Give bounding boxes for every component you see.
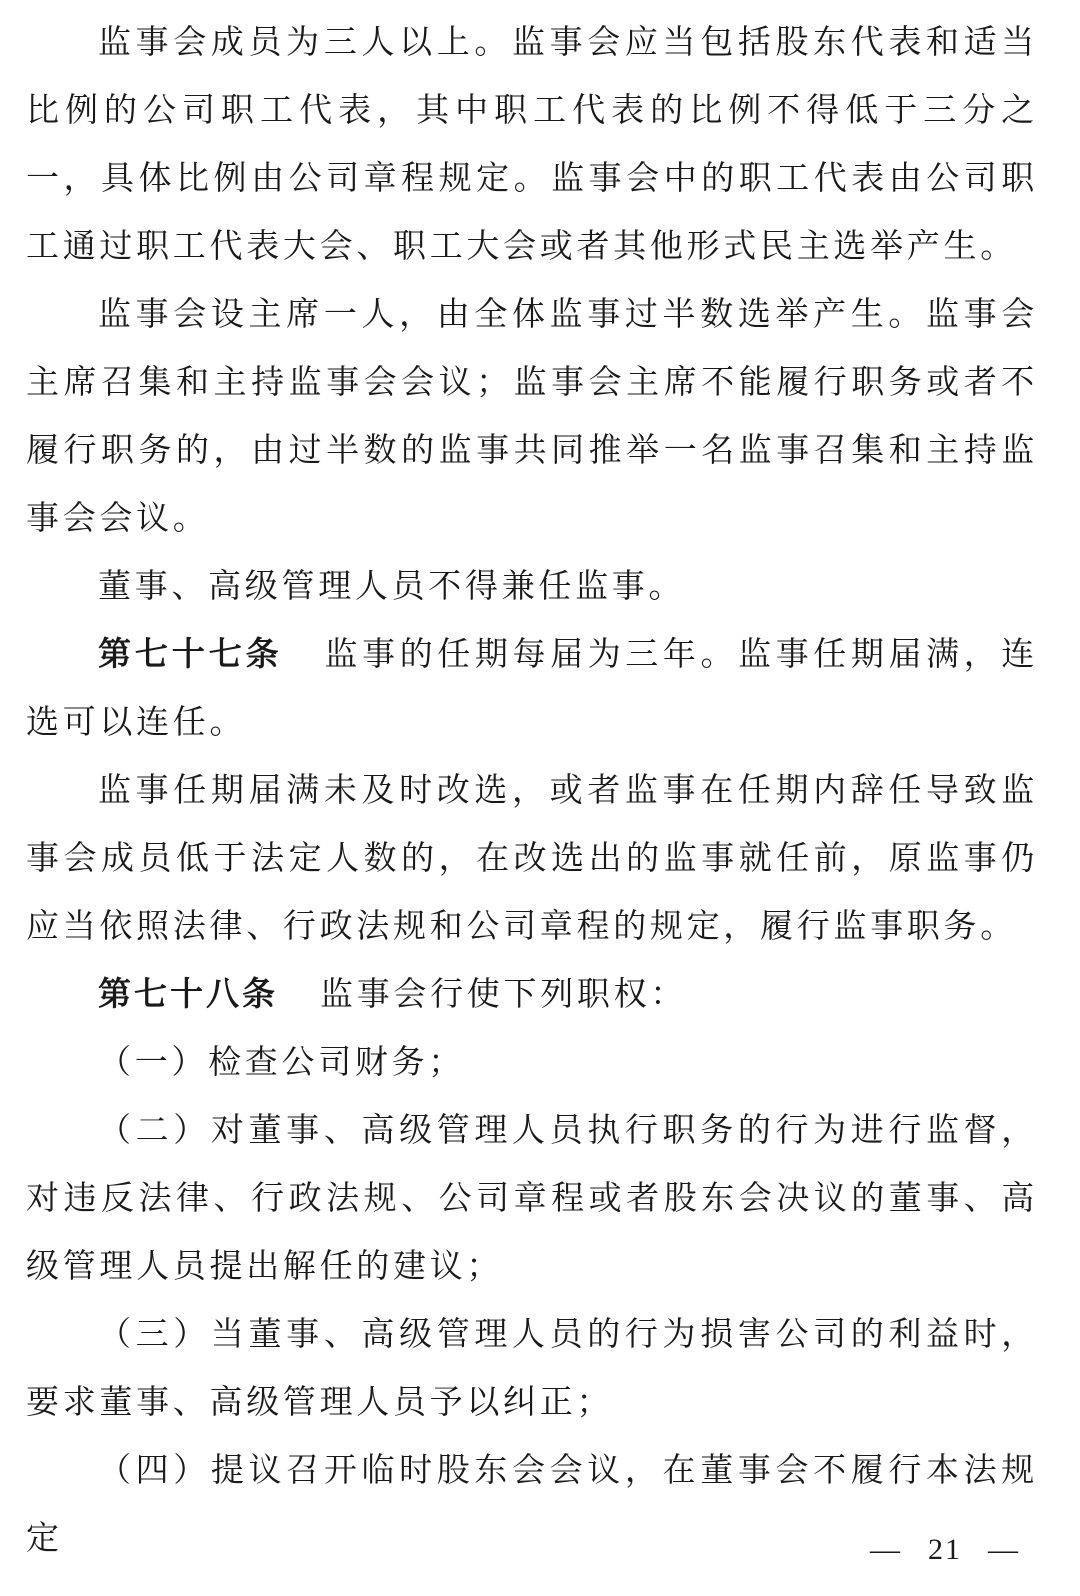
item-3 xyxy=(26,1300,1038,1436)
page-number: 21 xyxy=(928,1533,962,1566)
paragraph-3 xyxy=(26,552,1038,620)
document-page xyxy=(26,0,1038,1572)
article-77-paragraph xyxy=(26,620,1038,756)
paragraph-2-text: 监事会设主席一人，由全体监事过半数选举产生。监事会主席召集和主持监事会会议；监事会主席不能履行职务或者不履行职务的，由过半数的监事共同推举一名监事召集和主持监事会会议。 xyxy=(26,294,1038,537)
paragraph-1 xyxy=(26,8,1038,280)
item-3-text: （三）当董事、高级管理人员的行为损害公司的利益时，要求董事、高级管理人员予以纠正； xyxy=(26,1314,1038,1421)
article-78-text: 监事会行使下列职权： xyxy=(320,974,687,1013)
footer-dash-right: — xyxy=(988,1533,1020,1566)
page-footer xyxy=(870,1533,1020,1567)
article-78-paragraph xyxy=(26,960,1038,1028)
paragraph-2 xyxy=(26,280,1038,552)
item-1-text: （一）检查公司财务； xyxy=(98,1042,465,1081)
article-78-heading: 第七十八条 xyxy=(98,974,278,1013)
paragraph-1-text: 监事会成员为三人以上。监事会应当包括股东代表和适当比例的公司职工代表，其中职工代表的比例不得低于三分之一，具体比例由公司章程规定。监事会中的职工代表由公司职工通过职工代表大会、职工大会或者其他形式民主选举产生。 xyxy=(26,22,1038,265)
paragraph-5 xyxy=(26,756,1038,960)
item-1 xyxy=(26,1028,1038,1096)
article-77-heading: 第七十七条 xyxy=(98,634,283,673)
paragraph-5-text: 监事任期届满未及时改选，或者监事在任期内辞任导致监事会成员低于法定人数的，在改选出的监事就任前，原监事仍应当依照法律、行政法规和公司章程的规定，履行监事职务。 xyxy=(26,770,1038,945)
item-2-text: （二）对董事、高级管理人员执行职务的行为进行监督，对违反法律、行政法规、公司章程或者股东会决议的董事、高级管理人员提出解任的建议； xyxy=(26,1110,1038,1285)
item-4-text: （四）提议召开临时股东会会议，在董事会不履行本法规定 xyxy=(26,1450,1038,1557)
footer-dash-left: — xyxy=(870,1533,902,1566)
paragraph-3-text: 董事、高级管理人员不得兼任监事。 xyxy=(98,566,686,605)
item-2 xyxy=(26,1096,1038,1300)
article-77-text: 监事的任期每届为三年。监事任期届满，连选可以连任。 xyxy=(26,634,1038,741)
